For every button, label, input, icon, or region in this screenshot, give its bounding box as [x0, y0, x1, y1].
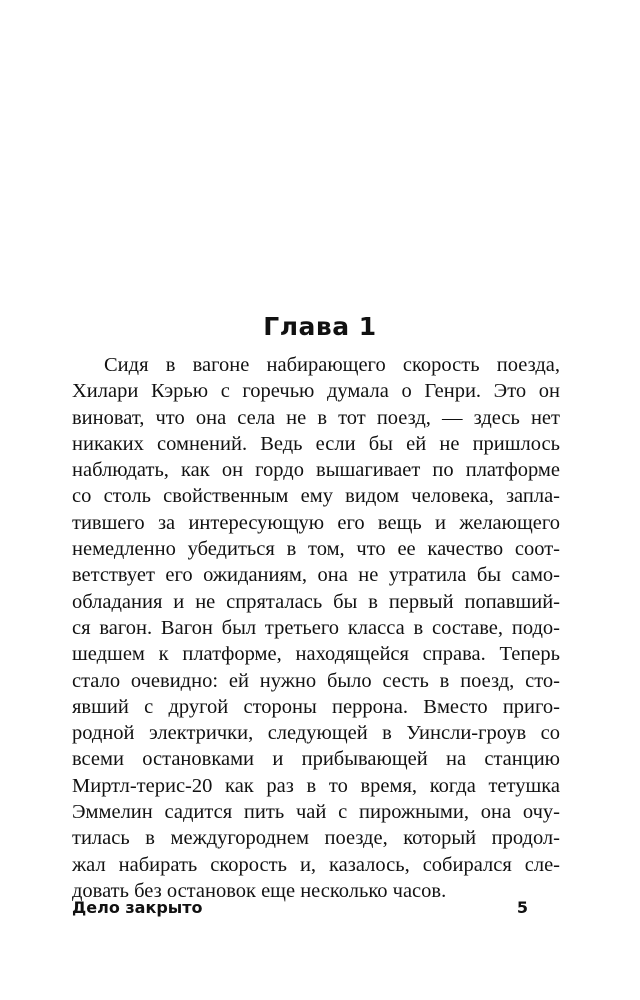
- text-line: наблюдать, как он гордо вышагивает по платформе: [72, 459, 560, 482]
- text-line: со столь свойственным ему видом человека, запла-: [72, 485, 560, 508]
- text-line: явший с другой стороны перрона. Вместо приго-: [72, 695, 560, 718]
- text-line: довать без остановок еще несколько часов.: [72, 879, 447, 902]
- chapter-title: Глава 1: [263, 312, 377, 341]
- text-line: никаких сомнений. Ведь если бы ей не пришлось: [72, 432, 560, 455]
- text-line: жал набирать скорость и, казалось, собирался сле-: [72, 853, 560, 876]
- running-footer-book-title: Дело закрыто: [72, 898, 203, 917]
- text-line: тившего за интересующую его вещь и желающего: [72, 511, 560, 534]
- text-line: ветствует его ожиданиям, она не утратила бы само-: [72, 564, 560, 587]
- text-line: родной электрички, следующей в Уинсли-гроув со: [72, 722, 560, 745]
- text-line: тилась в междугороднем поезде, который продол-: [72, 827, 560, 850]
- text-line: стало очевидно: ей нужно было сесть в поезд, сто-: [72, 669, 560, 692]
- text-line: Сидя в вагоне набирающего скорость поезда,: [104, 354, 560, 376]
- page-footer: [72, 898, 528, 922]
- text-line: всеми остановками и прибывающей на станцию: [72, 748, 560, 771]
- text-line: обладания и не спряталась бы в первый попавший-: [72, 590, 560, 613]
- text-line: Миртл-терис-20 как раз в то время, когда тетушка: [72, 774, 560, 797]
- text-line: Эммелин садится пить чай с пирожными, она очу-: [72, 801, 560, 824]
- text-line: виноват, что она села не в тот поезд, — здесь нет: [72, 406, 560, 429]
- text-line: Хилари Кэрью с горечью думала о Генри. Это он: [72, 380, 560, 403]
- text-line: шедшем к платформе, находящейся справа. Теперь: [72, 643, 560, 666]
- text-line: ся вагон. Вагон был третьего класса в составе, подо-: [72, 616, 560, 639]
- chapter-body-text: [72, 352, 560, 904]
- page-number: 5: [516, 898, 528, 917]
- text-line: немедленно убедиться в том, что ее качество соот-: [72, 538, 560, 561]
